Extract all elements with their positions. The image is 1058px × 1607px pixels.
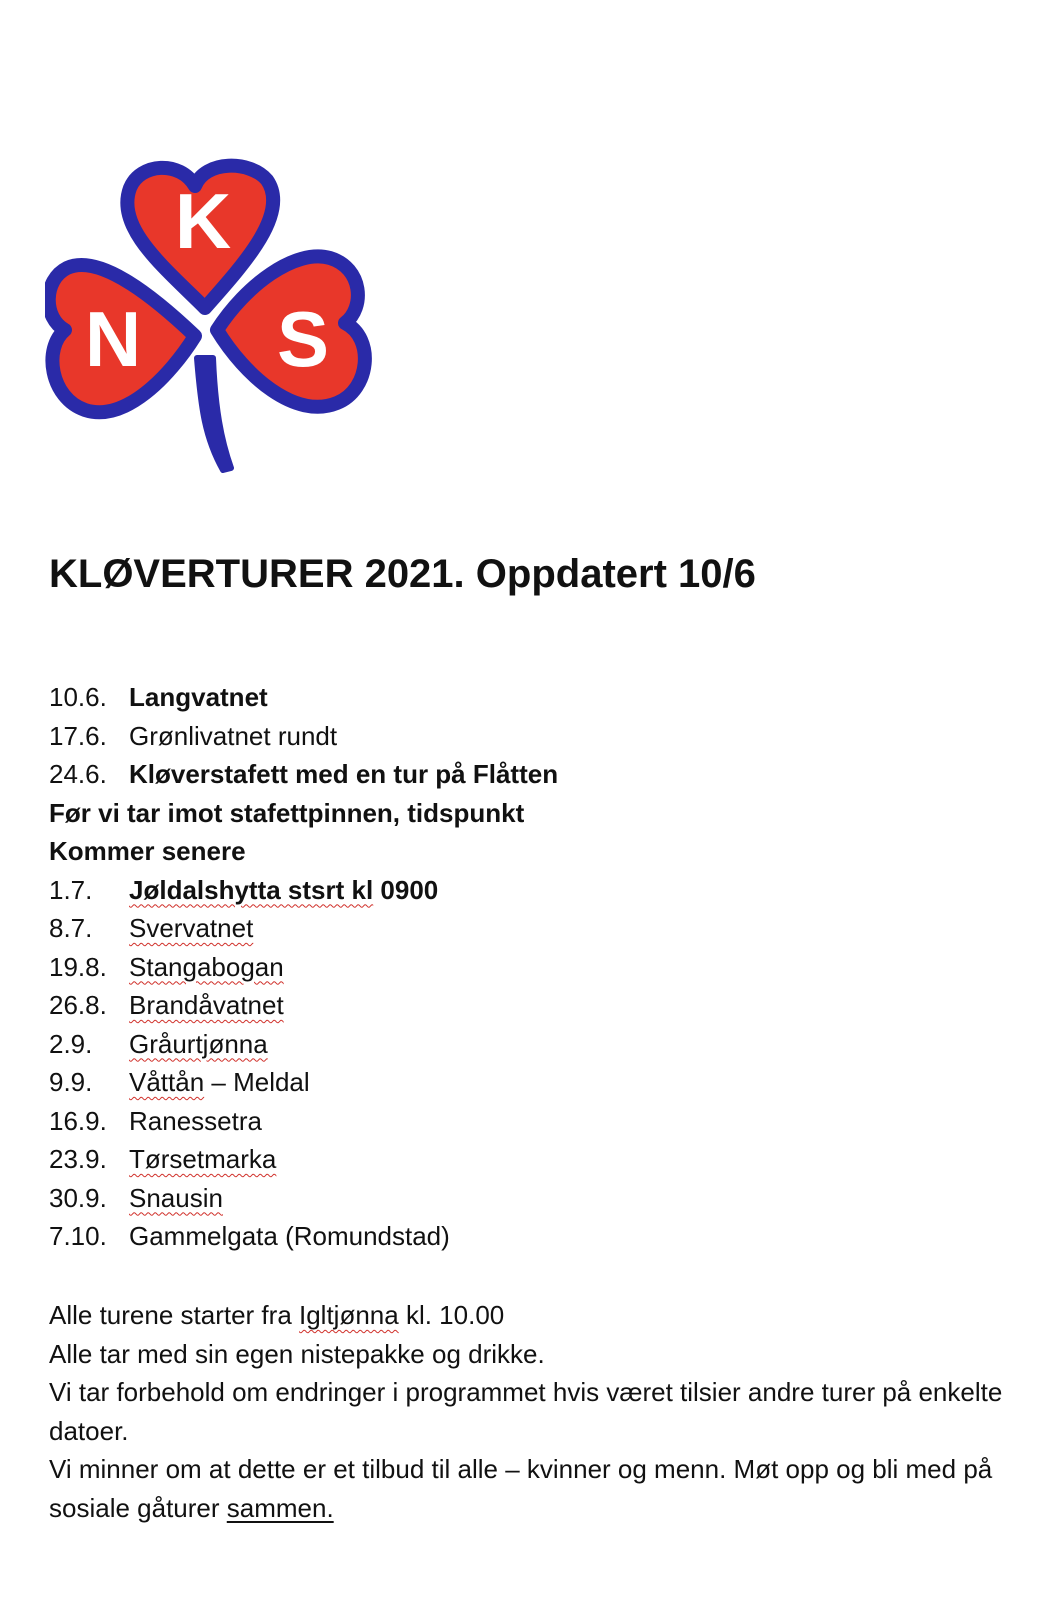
info-text (49, 1296, 1029, 1527)
schedule-row (49, 986, 558, 1025)
row-place (129, 1063, 310, 1102)
row-place (129, 871, 438, 910)
row-date: 10.6. (49, 682, 107, 712)
row-date: 19.8. (49, 951, 107, 982)
row-place: Tørsetmarka (129, 1144, 277, 1174)
row-date: 16.9. (49, 1105, 107, 1136)
row-date: 17.6. (49, 720, 107, 751)
info-line-part: Vi minner om at dette er et tilbud til alle – kvinner og menn. Møt opp og bli med på sosiale gåturer (49, 1454, 993, 1523)
row-date: 2.9. (49, 1028, 93, 1059)
row-date: 26.8. (49, 990, 107, 1020)
schedule-row (49, 1217, 558, 1256)
schedule-note: Før vi tar imot stafettpinnen, tidspunkt (49, 797, 525, 828)
schedule-row (49, 871, 558, 910)
schedule-row (49, 909, 558, 948)
row-place: Kløverstafett med en tur på Flåtten (129, 759, 559, 789)
logo-letter-n: N (84, 295, 142, 383)
info-line-part: Alle turene starter fra (49, 1300, 299, 1330)
row-place: Gammelgata (Romundstad) (129, 1221, 450, 1251)
row-date: 30.9. (49, 1182, 107, 1213)
nks-logo (45, 158, 385, 493)
schedule-row (49, 1063, 558, 1102)
info-line: Vi tar forbehold om endringer i programmet hvis været tilsier andre turer på enkelte datoer. (49, 1377, 1003, 1446)
schedule-row (49, 1025, 558, 1064)
row-date: 9.9. (49, 1067, 93, 1097)
schedule-note: Kommer senere (49, 836, 246, 866)
schedule-row (49, 1102, 558, 1141)
schedule-row (49, 1179, 558, 1218)
row-place: Ranessetra (129, 1105, 262, 1136)
row-place-part: Våttån (129, 1067, 205, 1097)
info-line: Alle tar med sin egen nistepakke og drikke. (49, 1338, 545, 1369)
info-line-part: sammen. (226, 1492, 334, 1523)
schedule-row (49, 678, 558, 717)
row-date: 1.7. (49, 874, 93, 905)
row-date: 24.6. (49, 759, 107, 789)
info-line-part: kl. 10.00 (398, 1300, 505, 1330)
row-place-part: – Meldal (204, 1067, 310, 1097)
row-place: Svervatnet (129, 913, 254, 943)
row-place: Stangabogan (129, 951, 284, 982)
info-line (49, 1296, 1029, 1335)
row-place-part: 0900 (373, 874, 439, 905)
row-date: 7.10. (49, 1221, 107, 1251)
tour-schedule (49, 678, 558, 1256)
row-date: 23.9. (49, 1144, 107, 1174)
row-place: Snausin (129, 1182, 223, 1213)
row-place-part: Jøldalshytta stsrt kl (129, 874, 374, 905)
schedule-row (49, 948, 558, 987)
schedule-row (49, 717, 558, 756)
row-date: 8.7. (49, 913, 93, 943)
row-place: Gråurtjønna (129, 1028, 268, 1059)
row-place: Langvatnet (129, 682, 268, 712)
row-place: Brandåvatnet (129, 990, 284, 1020)
schedule-row (49, 755, 558, 794)
logo-letter-k: K (174, 177, 232, 265)
info-line-part: Igltjønna (299, 1300, 399, 1330)
logo-letter-s: S (276, 295, 330, 383)
row-place: Grønlivatnet rundt (129, 720, 338, 751)
page-title: KLØVERTURER 2021. Oppdatert 10/6 (49, 552, 756, 596)
schedule-row (49, 1140, 558, 1179)
info-line (49, 1450, 1029, 1527)
